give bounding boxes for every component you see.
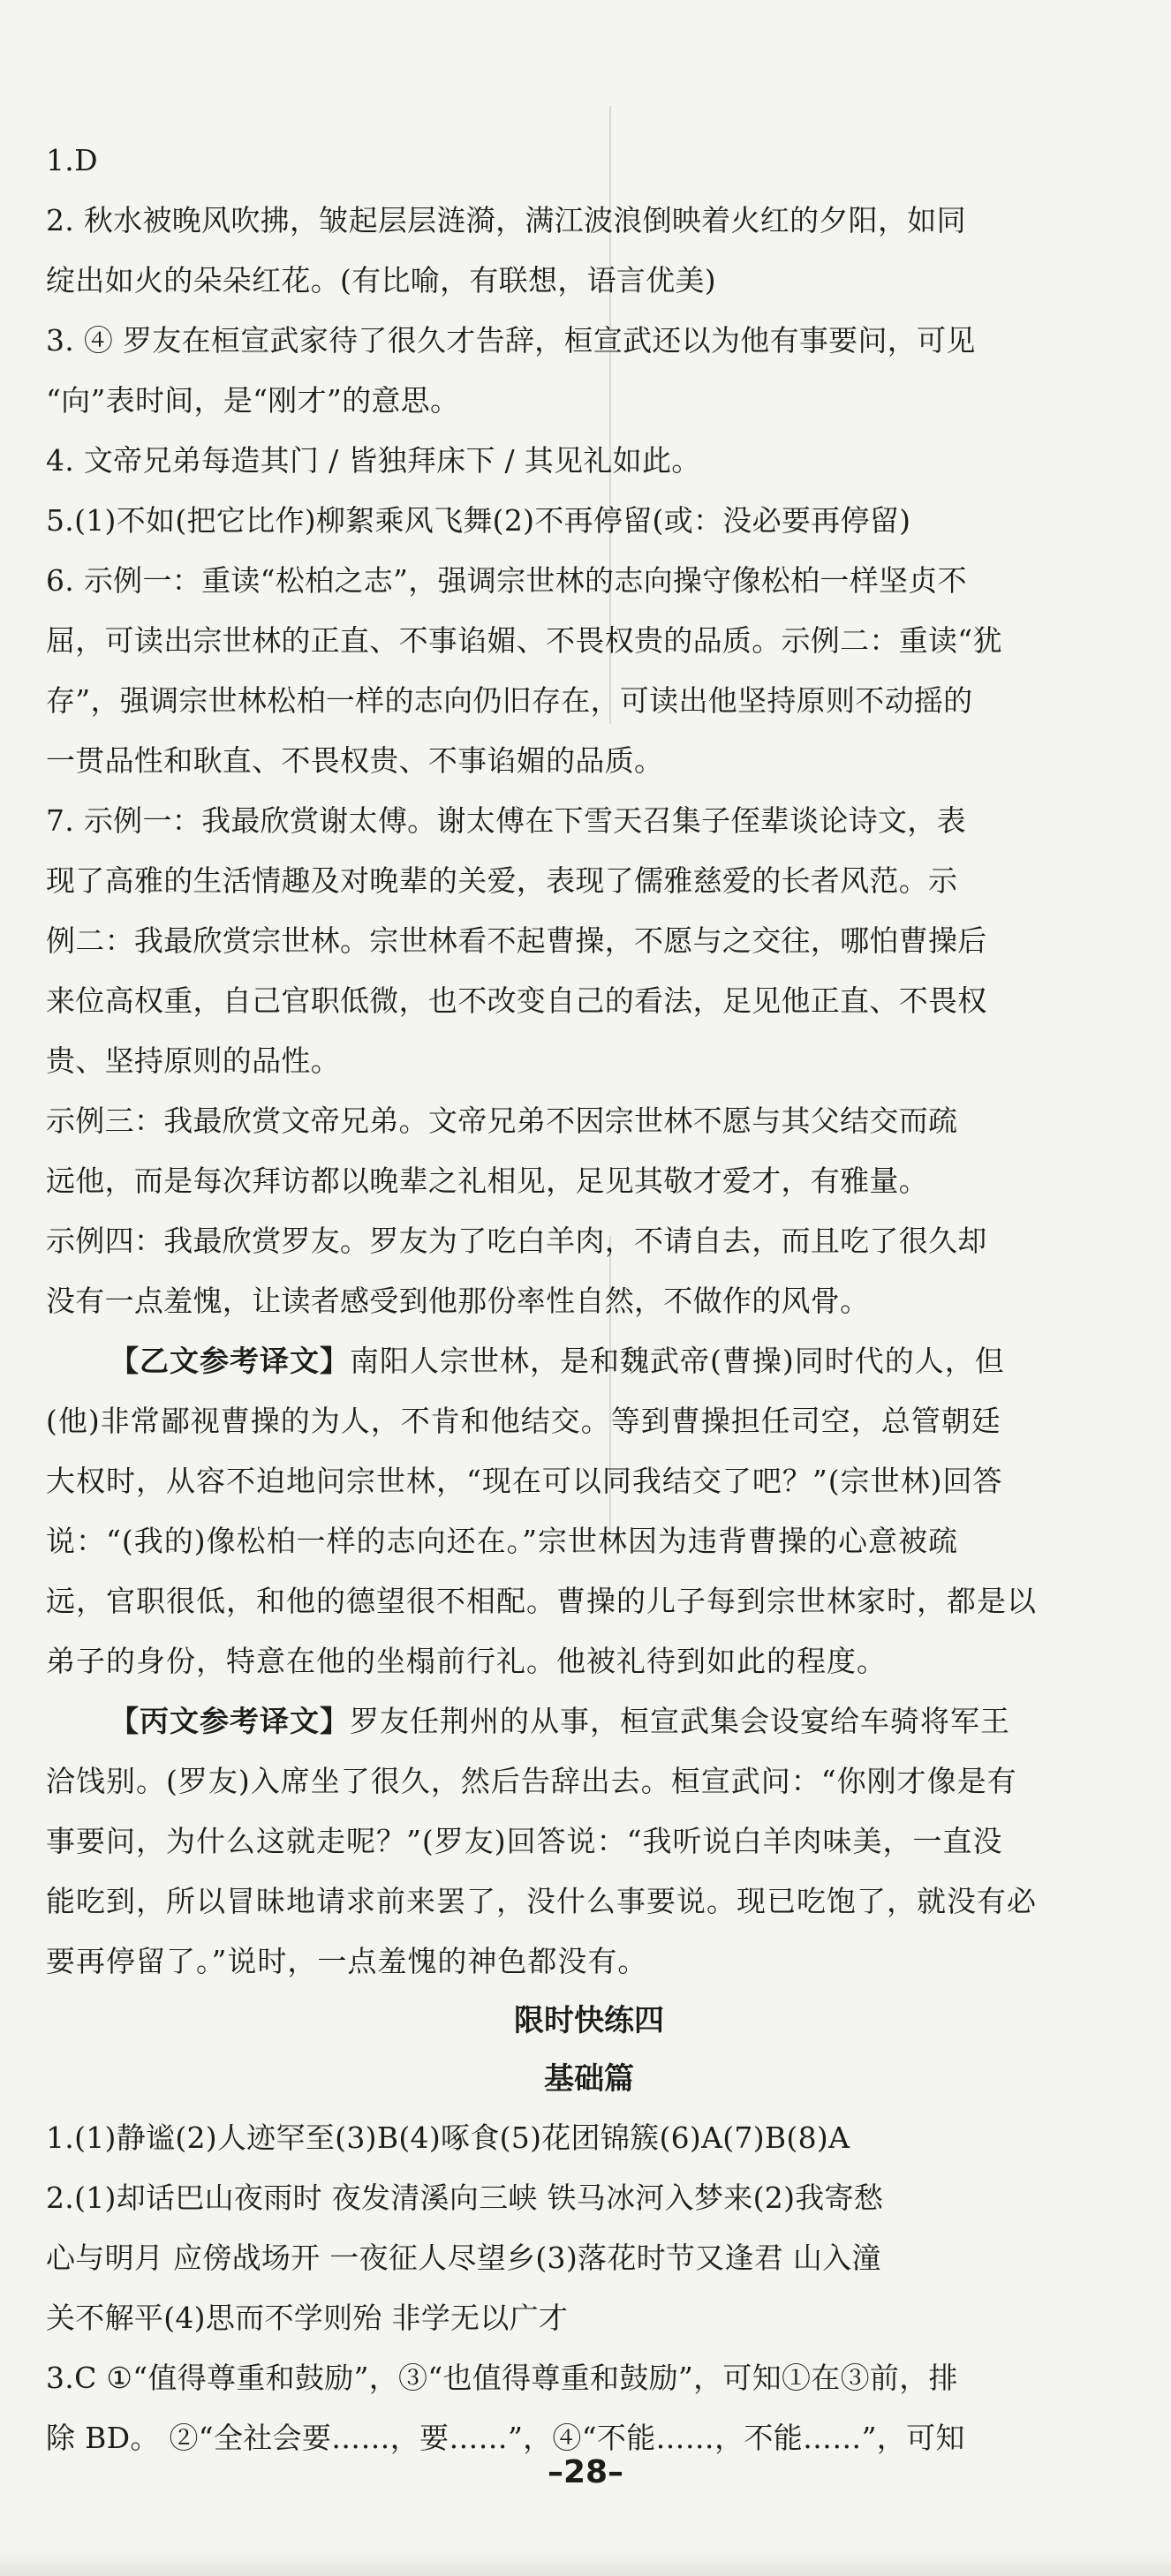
text-line: 例二：我最欣赏宗世林。宗世林看不起曹操，不愿与之交往，哪怕曹操后 bbox=[46, 923, 987, 958]
text-line: 示例三：我最欣赏文帝兄弟。文帝兄弟不因宗世林不愿与其父结交而疏 bbox=[46, 1103, 958, 1138]
text-line: 2.(1)却话巴山夜雨时 夜发清溪向三峡 铁马冰河入梦来(2)我寄愁 bbox=[46, 2181, 884, 2215]
text-line: 绽出如火的朵朵红花。(有比喻，有联想，语言优美) bbox=[46, 263, 716, 298]
text-line: 4. 文帝兄弟每造其门 / 皆独拜床下 / 其见礼如此。 bbox=[46, 443, 701, 478]
text-line: (他)非常鄙视曹操的为人，不肯和他结交。等到曹操担任司空，总管朝廷 bbox=[46, 1404, 1001, 1438]
translation-yi-label: 【乙文参考译文】 bbox=[110, 1344, 350, 1378]
translation-yi-body bbox=[46, 1391, 1132, 1691]
text-line: 来位高权重，自己官职低微，也不改变自己的看法，足见他正直、不畏权 bbox=[46, 983, 987, 1018]
text-line: 屈，可读出宗世林的正直、不事谄媚、不畏权贵的品质。示例二：重读“犹 bbox=[46, 623, 1002, 658]
text-line: “向”表时间，是“刚才”的意思。 bbox=[46, 383, 460, 418]
text-line: 弟子的身份，特意在他的坐榻前行礼。他被礼待到如此的程度。 bbox=[46, 1644, 887, 1678]
translation-bing-body bbox=[46, 1751, 1132, 1992]
text-line: 5.(1)不如(把它比作)柳絮乘风飞舞(2)不再停留(或：没必要再停留) bbox=[46, 503, 911, 538]
text-line: 没有一点羞愧，让读者感受到他那份率性自然，不做作的风骨。 bbox=[46, 1284, 870, 1318]
text-line: 3.C ①“值得尊重和鼓励”，③“也值得尊重和鼓励”，可知①在③前，排 bbox=[46, 2361, 958, 2395]
text-line: 7. 示例一：我最欣赏谢太傅。谢太傅在下雪天召集子侄辈谈论诗文，表 bbox=[46, 803, 966, 838]
text-line: 6. 示例一：重读“松柏之志”，强调宗世林的志向操守像松柏一样坚贞不 bbox=[46, 563, 967, 598]
section-title: 限时快练四 bbox=[514, 2003, 664, 2038]
translation-bing-first-text: 罗友任荆州的从事，桓宣武集会设宴给车骑将军王 bbox=[350, 1704, 1010, 1738]
text-line: 洽饯别。(罗友)入席坐了很久，然后告辞出去。桓宣武问：“你刚才像是有 bbox=[46, 1764, 1017, 1798]
text-line: 1.(1)静谧(2)人迹罕至(3)B(4)啄食(5)花团锦簇(6)A(7)B(8)A bbox=[46, 2120, 850, 2155]
text-line: 存”，强调宗世林松柏一样的志向仍旧存在，可读出他坚持原则不动摇的 bbox=[46, 683, 973, 718]
translation-yi-first-line bbox=[46, 1331, 1132, 1391]
text-line: 大权时，从容不迫地问宗世林，“现在可以同我结交了吧？”(宗世林)回答 bbox=[46, 1464, 1003, 1498]
page-number: –28– bbox=[547, 2454, 624, 2490]
text-line: 能吃到，所以冒昧地请求前来罢了，没什么事要说。现已吃饱了，就没有必 bbox=[46, 1884, 1037, 1918]
text-line: 贵、坚持原则的品性。 bbox=[46, 1043, 340, 1078]
text-line: 3. ④ 罗友在桓宣武家待了很久才告辞，桓宣武还以为他有事要问，可见 bbox=[46, 323, 976, 358]
text-line: 事要问，为什么这就走呢？”(罗友)回答说：“我听说白羊肉味美，一直没 bbox=[46, 1824, 1003, 1858]
answers-block-b bbox=[46, 2108, 1132, 2468]
translation-bing-label: 【丙文参考译文】 bbox=[110, 1704, 350, 1738]
text-line: 远，官职很低，和他的德望很不相配。曹操的儿子每到宗世林家时，都是以 bbox=[46, 1584, 1037, 1618]
translation-bing-first-line bbox=[46, 1691, 1132, 1751]
answers-block-a bbox=[46, 131, 1132, 1331]
text-line: 心与明月 应傍战场开 一夜征人尽望乡(3)落花时节又逢君 山入潼 bbox=[46, 2241, 881, 2275]
section-subtitle: 基础篇 bbox=[544, 2061, 634, 2097]
text-line: 远他，而是每次拜访都以晚辈之礼相见，足见其敬才爱才，有雅量。 bbox=[46, 1164, 928, 1198]
text-line: 说：“(我的)像松柏一样的志向还在。”宗世林因为违背曹操的心意被疏 bbox=[46, 1524, 958, 1558]
text-line: 2. 秋水被晚风吹拂，皱起层层涟漪，满江波浪倒映着火红的夕阳，如同 bbox=[46, 203, 966, 237]
text-line: 要再停留了。”说时，一点羞愧的神色都没有。 bbox=[46, 1944, 648, 1978]
text-line: 一贯品性和耿直、不畏权贵、不事谄媚的品质。 bbox=[46, 743, 664, 778]
text-line: 除 BD。 ②“全社会要……，要……”，④“不能……，不能……”，可知 bbox=[46, 2421, 965, 2455]
answer-content bbox=[46, 131, 1132, 2468]
text-line: 现了高雅的生活情趣及对晚辈的关爱，表现了儒雅慈爱的长者风范。示 bbox=[46, 863, 958, 898]
text-line: 示例四：我最欣赏罗友。罗友为了吃白羊肉，不请自去，而且吃了很久却 bbox=[46, 1224, 987, 1258]
text-line: 1.D bbox=[46, 143, 98, 177]
translation-yi-first-text: 南阳人宗世林，是和魏武帝(曹操)同时代的人，但 bbox=[350, 1344, 1005, 1378]
page-bottom-edge bbox=[0, 2550, 1171, 2576]
text-line: 关不解平(4)思而不学则殆 非学无以广才 bbox=[46, 2301, 569, 2335]
